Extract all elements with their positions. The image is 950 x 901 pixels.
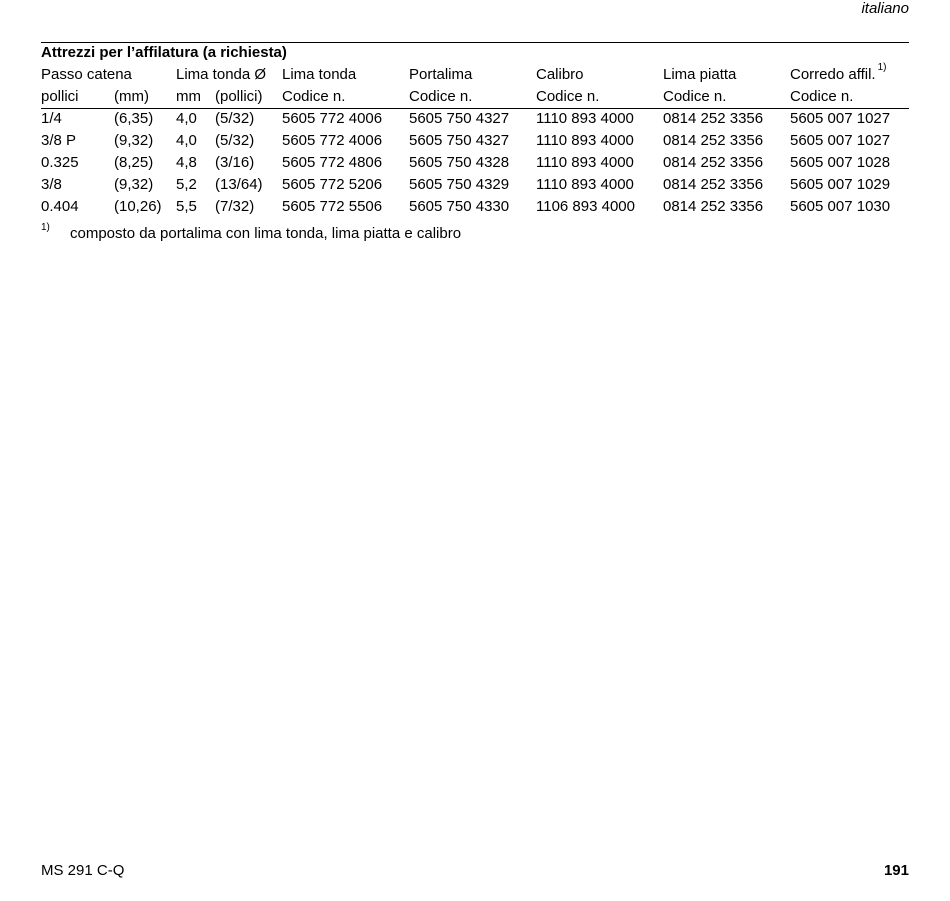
cell-dia-inches: (5/32) <box>215 110 255 127</box>
cell-file-holder-code: 5605 750 4327 <box>409 110 510 127</box>
table-header-row-1 <box>0 62 950 86</box>
header-round-file: Lima tonda <box>282 66 357 83</box>
cell-round-file-code: 5605 772 5206 <box>282 176 383 193</box>
cell-file-holder-code: 5605 750 4330 <box>409 198 510 215</box>
language-label: italiano <box>861 0 909 17</box>
cell-dia-inches: (5/32) <box>215 132 255 149</box>
cell-gauge-code: 1110 893 4000 <box>536 110 634 127</box>
header-chain-pitch: Passo catena <box>41 66 132 83</box>
header-code: Codice n. <box>409 88 473 105</box>
cell-gauge-code: 1106 893 4000 <box>536 198 635 215</box>
cell-pitch-mm: (8,25) <box>114 154 154 171</box>
page-number: 191 <box>883 862 909 879</box>
cell-dia-mm: 4,8 <box>176 154 197 171</box>
header-divider <box>41 108 909 109</box>
section-title: Attrezzi per l’affilatura (a richiesta) <box>41 44 287 61</box>
cell-pitch-inches: 0.325 <box>41 154 79 171</box>
cell-flat-file-code: 0814 252 3356 <box>663 176 764 193</box>
cell-pitch-mm: (6,35) <box>114 110 154 127</box>
cell-dia-mm: 4,0 <box>176 110 197 127</box>
cell-round-file-code: 5605 772 4006 <box>282 110 383 127</box>
header-sharpening-kit <box>790 62 887 83</box>
cell-gauge-code: 1110 893 4000 <box>536 132 634 149</box>
header-round-file-diameter: Lima tonda Ø <box>176 66 267 83</box>
cell-kit-code: 5605 007 1029 <box>790 176 891 193</box>
cell-dia-mm: 5,5 <box>176 198 197 215</box>
cell-flat-file-code: 0814 252 3356 <box>663 110 764 127</box>
cell-dia-mm: 5,2 <box>176 176 197 193</box>
header-code: Codice n. <box>282 88 346 105</box>
cell-file-holder-code: 5605 750 4328 <box>409 154 510 171</box>
header-code: Codice n. <box>790 88 854 105</box>
cell-kit-code: 5605 007 1028 <box>790 154 891 171</box>
cell-flat-file-code: 0814 252 3356 <box>663 198 764 215</box>
header-code: Codice n. <box>663 88 727 105</box>
header-unit-inches: pollici <box>41 88 79 105</box>
cell-file-holder-code: 5605 750 4329 <box>409 176 510 193</box>
header-sharpening-kit-label: Corredo affil. <box>790 66 876 83</box>
header-dia-mm: mm <box>176 88 201 105</box>
table-row <box>0 154 950 174</box>
cell-round-file-code: 5605 772 4006 <box>282 132 383 149</box>
cell-dia-inches: (3/16) <box>215 154 255 171</box>
table-header-row-2 <box>0 88 950 108</box>
cell-pitch-inches: 1/4 <box>41 110 62 127</box>
header-gauge: Calibro <box>536 66 584 83</box>
top-divider <box>41 42 909 43</box>
cell-dia-inches: (13/64) <box>215 176 263 193</box>
cell-flat-file-code: 0814 252 3356 <box>663 132 764 149</box>
footnote-mark: 1) <box>41 222 50 233</box>
footnote-reference: 1) <box>877 62 887 73</box>
header-unit-mm: (mm) <box>114 88 149 105</box>
cell-kit-code: 5605 007 1030 <box>790 198 891 215</box>
cell-file-holder-code: 5605 750 4327 <box>409 132 510 149</box>
cell-gauge-code: 1110 893 4000 <box>536 154 634 171</box>
cell-kit-code: 5605 007 1027 <box>790 132 891 149</box>
cell-round-file-code: 5605 772 4806 <box>282 154 383 171</box>
cell-flat-file-code: 0814 252 3356 <box>663 154 764 171</box>
cell-pitch-inches: 0.404 <box>41 198 79 215</box>
cell-pitch-mm: (9,32) <box>114 176 154 193</box>
header-flat-file: Lima piatta <box>663 66 737 83</box>
cell-pitch-inches: 3/8 P <box>41 132 77 149</box>
footnote-text: composto da portalima con lima tonda, lima piatta e calibro <box>70 225 462 242</box>
header-dia-inches: (pollici) <box>215 88 263 105</box>
table-row <box>0 110 950 130</box>
header-file-holder: Portalima <box>409 66 473 83</box>
cell-pitch-inches: 3/8 <box>41 176 62 193</box>
table-row <box>0 176 950 196</box>
cell-round-file-code: 5605 772 5506 <box>282 198 383 215</box>
header-code: Codice n. <box>536 88 600 105</box>
cell-dia-inches: (7/32) <box>215 198 255 215</box>
cell-gauge-code: 1110 893 4000 <box>536 176 634 193</box>
cell-kit-code: 5605 007 1027 <box>790 110 891 127</box>
cell-pitch-mm: (9,32) <box>114 132 154 149</box>
cell-pitch-mm: (10,26) <box>114 198 162 215</box>
table-row <box>0 132 950 152</box>
table-row <box>0 198 950 218</box>
footer-model: MS 291 C-Q <box>41 862 125 879</box>
cell-dia-mm: 4,0 <box>176 132 197 149</box>
